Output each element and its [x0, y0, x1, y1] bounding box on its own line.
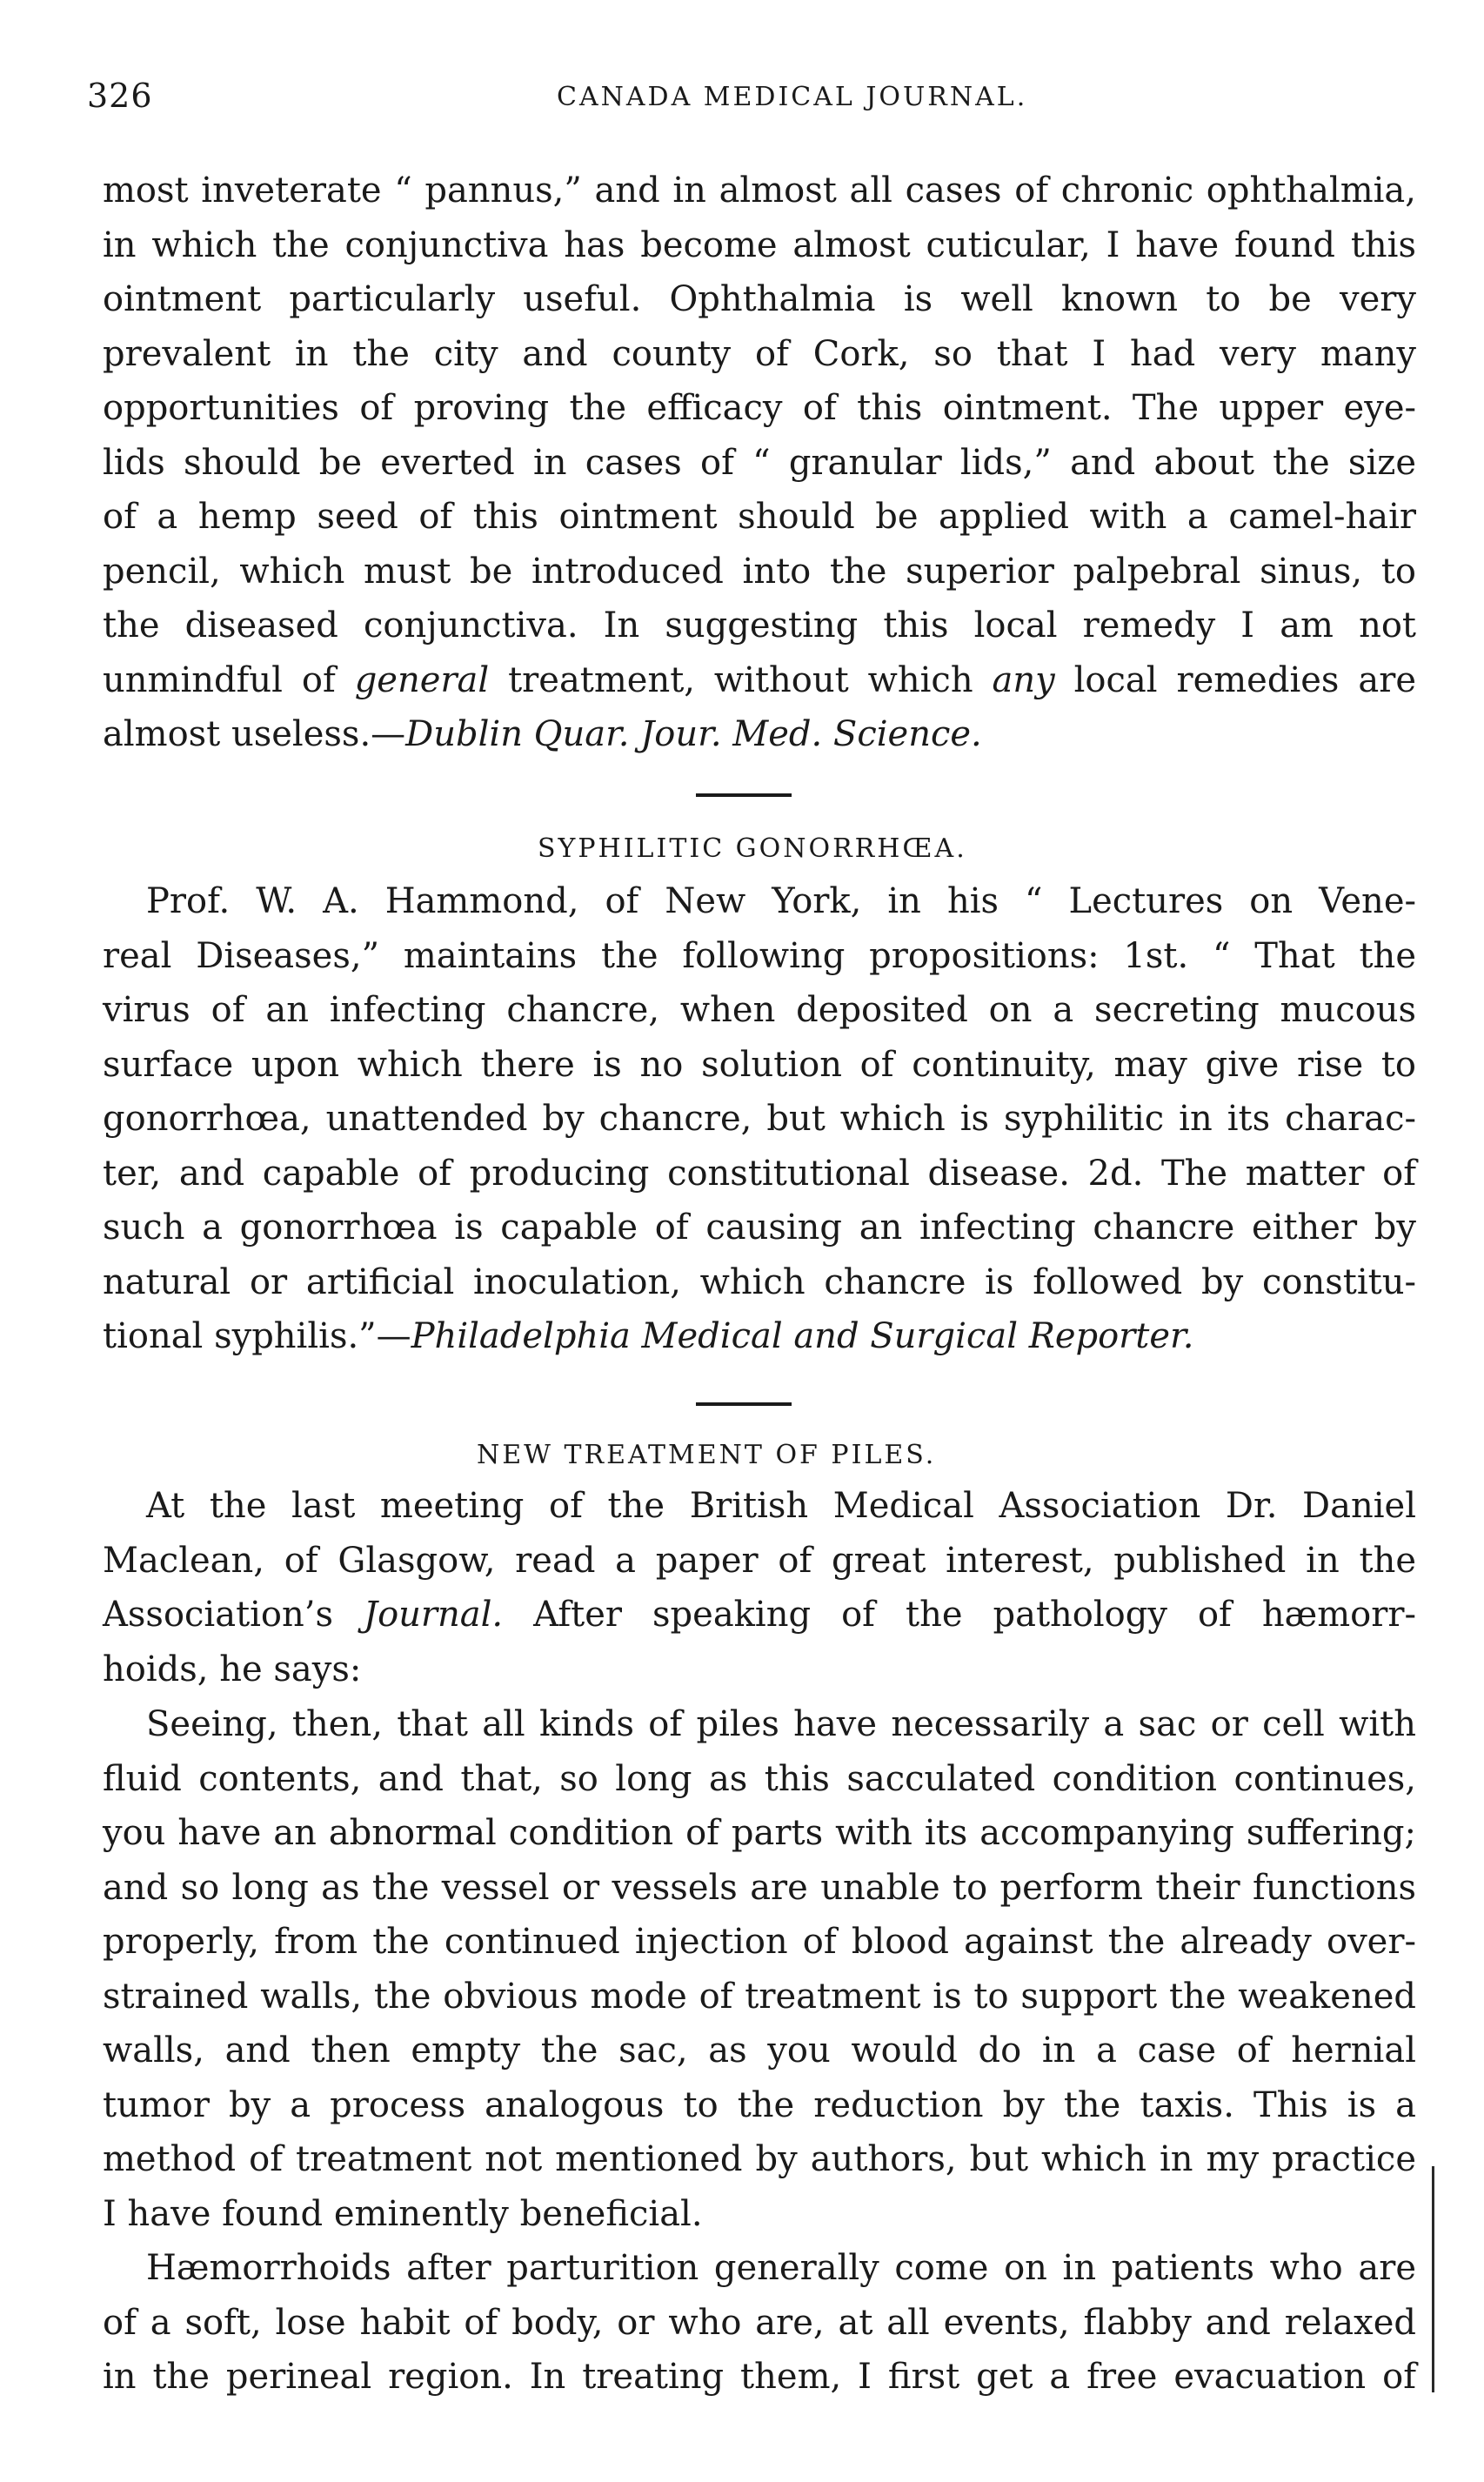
text-line: of a soft, lose habit of body, or who are, at all events, flabby and relaxed	[103, 2302, 1416, 2343]
paragraph-syphilitic-gonorrhoea	[103, 874, 1416, 1364]
text-line: strained walls, the obvious mode of treatment is to support the weakened	[103, 1976, 1416, 2017]
text-line: lids should be everted in cases of “ granular lids,” and about the size	[103, 442, 1416, 483]
text-line: in the perineal region. In treating them, I first get a free evacuation of	[103, 2357, 1416, 2397]
text-line: you have an abnormal condition of parts with its accompanying suffering;	[103, 1813, 1416, 1853]
paragraph-piles-quote-1	[103, 1697, 1416, 2241]
text-line: gonorrhœa, unattended by chancre, but which is syphilitic in its charac-	[103, 1099, 1416, 1139]
text-line: prevalent in the city and county of Cork, so that I had very many	[103, 333, 1416, 374]
section-heading-new-treatment-of-piles: NEW TREATMENT OF PILES.	[477, 1440, 937, 1470]
text-line: such a gonorrhœa is capable of causing an infecting chancre either by	[103, 1208, 1416, 1248]
text-line: surface upon which there is no solution of continuity, may give rise to	[103, 1044, 1416, 1085]
citation-line: tional syphilis.”—Philadelphia Medical and Surgical Reporter.	[103, 1316, 1194, 1356]
section-divider	[696, 1402, 792, 1406]
text-line: At the last meeting of the British Medical Association Dr. Daniel	[146, 1486, 1416, 1526]
text-line: ointment particularly useful. Ophthalmia is well known to be very	[103, 279, 1416, 319]
text-line: real Diseases,” maintains the following propositions: 1st. “ That the	[103, 935, 1416, 976]
page-number: 326	[87, 77, 153, 115]
italic-general: general	[354, 659, 490, 700]
margin-rule	[1432, 2166, 1434, 2392]
text-line: fluid contents, and that, so long as this sacculated condition continues,	[103, 1758, 1416, 1799]
text-line: in which the conjunctiva has become almost cuticular, I have found this	[103, 224, 1416, 265]
text-line: method of treatment not mentioned by authors, but which in my practice	[103, 2139, 1416, 2179]
text-line: properly, from the continued injection of blood against the already over-	[103, 1922, 1416, 1962]
text-line: natural or artificial inoculation, which chancre is followed by constitu-	[103, 1261, 1416, 1302]
text-line: walls, and then empty the sac, as you would do in a case of hernial	[103, 2030, 1416, 2071]
citation-source: Dublin Quar. Jour. Med. Science.	[405, 714, 982, 754]
italic-any: any	[992, 659, 1055, 700]
citation-line: almost useless.—Dublin Quar. Jour. Med. Science.	[103, 714, 982, 754]
page-header	[87, 77, 1392, 129]
text-line: virus of an infecting chancre, when deposited on a secreting mucous	[103, 990, 1416, 1030]
text-line: most inveterate “ pannus,” and in almost all cases of chronic ophthalmia,	[103, 171, 1416, 211]
paragraph-piles-quote-2	[103, 2241, 1416, 2405]
text-line: Seeing, then, that all kinds of piles have necessarily a sac or cell with	[146, 1704, 1416, 1744]
text-line: the diseased conjunctiva. In suggesting this local remedy I am not	[103, 605, 1416, 646]
text-line: of a hemp seed of this ointment should be applied with a camel-hair	[103, 497, 1416, 537]
text-line: Prof. W. A. Hammond, of New York, in his “ Lectures on Vene-	[146, 881, 1416, 921]
text-line: and so long as the vessel or vessels are unable to perform their functions	[103, 1867, 1416, 1908]
text-line: Maclean, of Glasgow, read a paper of great interest, published in the	[103, 1540, 1416, 1581]
text-line: I have found eminently beneficial.	[103, 2193, 703, 2234]
citation-source: Philadelphia Medical and Surgical Reporter.	[411, 1316, 1194, 1356]
italic-journal: Journal.	[364, 1595, 504, 1635]
text-line: ter, and capable of producing constitutional disease. 2d. The matter of	[103, 1153, 1416, 1194]
text-line: opportunities of proving the efficacy of this ointment. The upper eye-	[103, 388, 1416, 428]
text-line: pencil, which must be introduced into the superior palpebral sinus, to	[103, 551, 1416, 592]
text-line: Hæmorrhoids after parturition generally come on in patients who are	[146, 2248, 1416, 2288]
text-line: Association’s Journal. After speaking of the pathology of hæmorr-	[103, 1595, 1416, 1635]
text-line: unmindful of general treatment, without which any local remedies are	[103, 659, 1416, 700]
paragraph-ophthalmia	[103, 164, 1416, 762]
section-divider	[696, 793, 792, 797]
section-heading-syphilitic-gonorrhoea: SYPHILITIC GONORRHŒA.	[538, 833, 967, 864]
text-line: hoids, he says:	[103, 1649, 362, 1689]
paragraph-piles-intro	[103, 1479, 1416, 1696]
running-title: CANADA MEDICAL JOURNAL.	[557, 82, 1028, 112]
text-line: tumor by a process analogous to the reduction by the taxis. This is a	[103, 2084, 1416, 2125]
